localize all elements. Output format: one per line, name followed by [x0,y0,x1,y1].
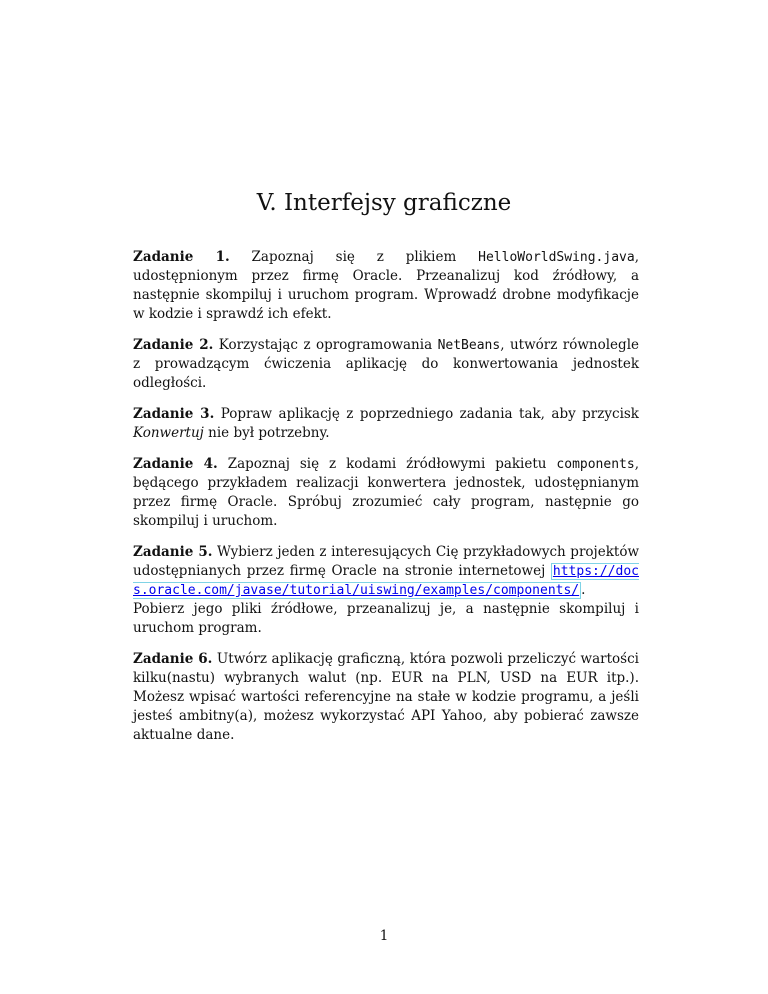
task-5 [133,543,639,638]
task-2 [133,336,639,393]
task-text: Wybierz jeden z interesujących Cię przykładowych projektów udostępnianych przez firmę Oracle na stronie internetowej [133,544,639,579]
oracle-examples-link[interactable]: https://docs.oracle.com/javase/tutorial/uiswing/examples/components/ [133,564,639,598]
task-label: Zadanie 5. [133,544,213,560]
task-label: Zadanie 2. [133,337,214,353]
task-3 [133,405,639,443]
task-6 [133,650,639,745]
task-label: Zadanie 4. [133,456,218,472]
task-text: Popraw aplikację z poprzedniego zadania tak, aby przycisk [214,406,639,422]
task-text: , udostępnionym przez firmę Oracle. Przeanalizuj kod źródłowy, a następnie skompiluj i uruchom program. Wprowadź drobne modyfikacje w kodzie i sprawdź ich efekt. [133,249,639,322]
task-1 [133,248,639,324]
task-label: Zadanie 3. [133,406,215,422]
task-label: Zadanie 1. [133,249,230,265]
button-name-emphasis: Konwertuj [133,425,204,441]
chapter-title: V. Interfejsy graficzne [256,190,512,216]
page-number: 1 [379,928,389,944]
task-text: Zapoznaj się z kodami źródłowymi pakietu [217,456,557,472]
task-text: Korzystając z oprogramowania [213,337,438,353]
filename-code: HelloWorldSwing.java [478,250,635,265]
task-text: Utwórz aplikację graficzną, która pozwoli przeliczyć wartości kilku(nastu) wybranych walut (np. EUR na PLN, USD na EUR itp.). Możesz wpisać wartości referencyjne na stałe w kodzie programu, a jeśli jesteś ambitny(a), możesz wykorzystać API Yahoo, aby pobierać zawsze aktualne dane. [133,651,639,743]
task-text: , utwórz równolegle z prowadzącym ćwiczenia aplikację do konwertowania jednostek odległości. [133,337,639,391]
task-text: Zapoznaj się z plikiem [229,249,479,265]
software-code: NetBeans [437,338,501,353]
task-text: , będącego przykładem realizacji konwertera jednostek, udostępnianym przez firmę Oracle. Spróbuj zrozumieć cały program, następnie go skompiluj i uruchom. [133,456,639,529]
task-4 [133,455,639,531]
task-text: . Pobierz jego pliki źródłowe, przeanalizuj je, a następnie skompiluj i uruchom program. [133,582,639,636]
task-list [133,248,639,757]
task-text: nie był potrzebny. [203,425,330,441]
package-code: components [556,457,635,472]
task-label: Zadanie 6. [133,651,213,667]
